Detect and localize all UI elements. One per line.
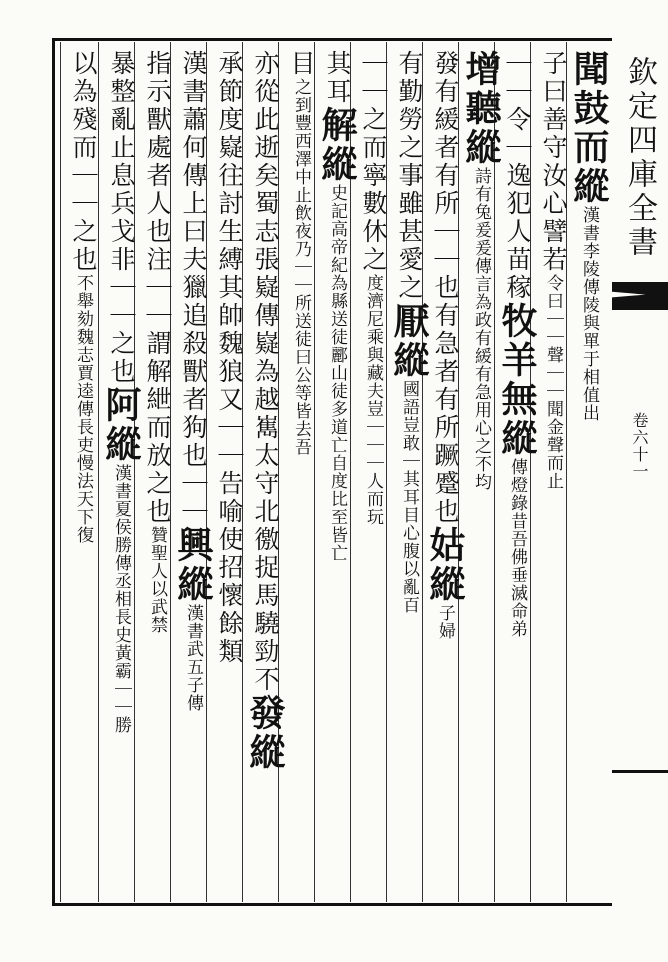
entry-note: 漢書武五子傳	[183, 604, 203, 712]
entry-note: 漢書夏侯勝傳丞相長史黃霸｜｜勝	[111, 464, 131, 734]
column-text: 亦從此逝矣蜀志張嶷傳嶷為越嶲太守北徼捉馬驍勁不	[251, 50, 280, 694]
entry-head: 興縱	[172, 526, 214, 604]
column-text: 發有緩者有所｜｜也有急者有所蹶蹙也	[431, 50, 460, 526]
column-text: ｜｜之而寧數休之	[359, 50, 388, 274]
book-title: 欽定四庫全書	[622, 56, 657, 260]
column-text: 暴整亂止息兵戈非｜｜之也	[107, 50, 136, 386]
entry-note: 之到豐西澤中止飲夜乃｜｜所送徒曰公等皆去吾	[291, 78, 311, 456]
entry-note: 令曰｜｜聲｜｜聞金聲而止	[543, 274, 563, 490]
entry-head: 解縱	[316, 106, 358, 184]
column-text: 子曰善守汝心譬若	[539, 50, 568, 274]
entry-note: 不舉劾魏志賈逵傳長吏慢法天下復	[73, 274, 93, 544]
entry-note: 漢書李陵傳陵與單于相值出	[579, 206, 599, 422]
margin-rule	[612, 770, 668, 773]
column-text: 承節度嶷往討生縛其帥魏狼又｜｜告喻使招懷餘類	[215, 50, 244, 666]
column-text: 有勤勞之事雖甚愛之	[395, 50, 424, 302]
entry-note: 詩有兔爰爰傳言為政有緩有急用心之不均	[471, 167, 491, 491]
entry-head: 阿縱	[100, 386, 142, 464]
entry-head: 聞鼓而縱	[568, 50, 610, 206]
entry-note: 贊聖人以武禁	[147, 526, 167, 634]
entry-note: 傳燈錄昔吾佛垂滅命弟	[507, 458, 527, 638]
volume-label: 卷六十一	[630, 412, 649, 480]
entry-note: 國語豈敢｜其耳目心腹以亂百	[399, 380, 419, 614]
entry-head: 發縱	[244, 694, 286, 772]
entry-note: 度濟尼乘與藏夫豈｜｜｜人而玩	[363, 274, 383, 526]
column-text: 目	[287, 50, 316, 78]
entry-head: 牧羊無縱	[496, 302, 538, 458]
column-text: 以為殘而｜｜之也	[69, 50, 98, 274]
column-text: 指示獸處者人也注｜｜謂解紲而放之也	[143, 50, 172, 526]
column-15	[60, 42, 106, 902]
column-text: ｜｜令｜逸犯人苗稼	[503, 50, 532, 302]
entry-head: 姑縱	[424, 526, 466, 604]
text-columns	[56, 42, 612, 902]
entry-head: 增聽縱	[460, 50, 502, 167]
entry-note: 史記高帝紀為縣送徒酈山徒多道亡自度比至皆亡	[327, 184, 347, 562]
entry-head: 厭縱	[388, 302, 430, 380]
entry-note: 子婦	[435, 604, 455, 640]
column-text: 漢書蕭何傳上曰夫獵追殺獸者狗也｜｜	[179, 50, 208, 526]
column-text: 其耳	[323, 50, 352, 106]
